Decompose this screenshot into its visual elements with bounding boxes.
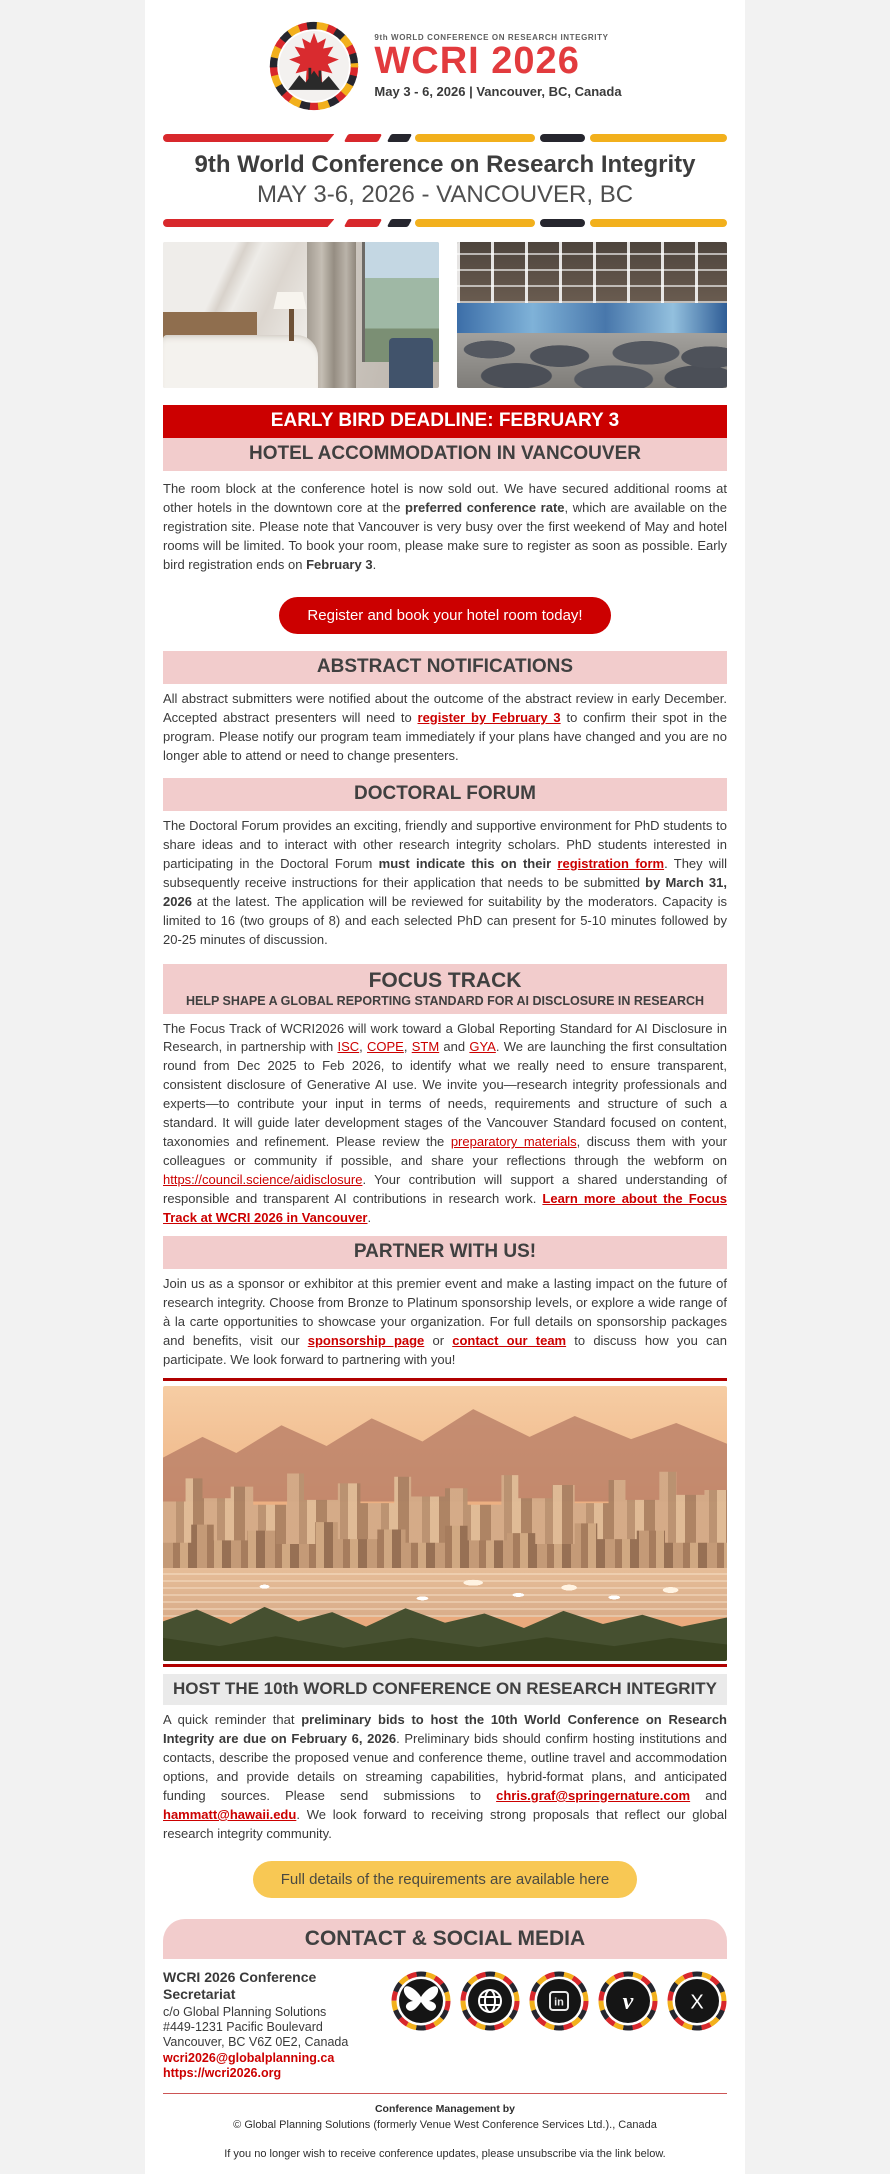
stripe-black-mid: [540, 134, 585, 142]
text-segment: The Doctoral Forum provides an exciting, friendly and supportive environment for PhD students to share ideas and to interact with other research integrity scholars. PhD students interested in participating in the Doctoral Forum: [163, 817, 727, 871]
photo-detail: [289, 309, 295, 341]
text-segment: to confirm their spot in the program. Please notify our program team immediately if your plans have changed and you are no longer able to attend or need to change presenters.: [163, 709, 727, 763]
text-segment: .: [372, 556, 377, 572]
text-segment: . Your contribution will support a shared understanding of responsible and transparent AI contributions in research work.: [163, 1172, 727, 1207]
focus-subtitle: HELP SHAPE A GLOBAL REPORTING STANDARD FOR AI DISCLOSURE IN RESEARCH: [185, 993, 705, 1008]
register-by-february-link[interactable]: register by February 3: [417, 709, 561, 725]
photo-detail: [457, 333, 727, 388]
focus-title: FOCUS TRACK: [368, 968, 522, 992]
photo-detail: [389, 338, 433, 388]
stripe-red-short: [344, 219, 383, 227]
focus-paragraph: [163, 1020, 727, 1229]
stripe-yellow-end: [590, 219, 727, 227]
contact-line: #449-1231 Pacific Boulevard: [163, 2020, 323, 2035]
unsubscribe-note: If you no longer wish to receive conference updates, please unsubscribe via the link below.: [224, 2148, 666, 2161]
stm-link[interactable]: STM: [411, 1039, 440, 1055]
text-segment: preliminary bids to host the 10th World Conference on Research Integrity are due on February 6, 2026: [163, 1712, 727, 1746]
text-segment: , which are available on the registration site. Please note that Vancouver is very busy over the first weekend of May and hotel rooms will be limited. To book your room, please make sure to register as soon as possible. Early bird registration ends on: [163, 499, 727, 572]
text-segment: The Focus Track of WCRI2026 will work toward a Global Reporting Standard for AI Disclosure in Research, in partnership with: [163, 1020, 727, 1055]
text-segment: ,: [359, 1039, 368, 1055]
hammatt-email-link[interactable]: hammatt@hawaii.edu: [163, 1806, 297, 1822]
photo-detail: [163, 335, 318, 388]
photo-detail: [163, 1386, 727, 1502]
early-bird-banner: EARLY BIRD DEADLINE: FEBRUARY 3: [163, 405, 727, 438]
text-segment: and: [690, 1787, 727, 1803]
partner-paragraph: [163, 1275, 727, 1370]
logo-text-block: [374, 33, 621, 99]
divider-stripes: [163, 134, 727, 142]
hotel-paragraph: [163, 480, 727, 575]
text-segment: and: [439, 1039, 470, 1055]
logo-dateline: May 3 - 6, 2026 | Vancouver, BC, Canada: [374, 83, 622, 99]
text-segment: .: [367, 1210, 372, 1226]
text-segment: or: [424, 1333, 453, 1349]
stripe-black-short: [387, 134, 412, 142]
ballroom-photo: [457, 242, 727, 388]
text-segment: to discuss how you can participate. We look forward to partnering with you!: [163, 1333, 727, 1368]
secretariat-name: WCRI 2026 Conference Secretariat: [163, 1968, 317, 2002]
photo-detail: [163, 1568, 727, 1618]
text-segment: . They will subsequently receive instructions for their application that needs to be submitted: [163, 855, 727, 890]
photo-detail: [457, 303, 727, 332]
text-segment: by March 31, 2026: [163, 874, 727, 909]
gya-link[interactable]: GYA: [469, 1039, 496, 1055]
text-segment: A quick reminder that: [163, 1712, 302, 1727]
photo-detail: [163, 312, 257, 338]
stripe-black-mid: [540, 219, 585, 227]
email-content: [145, 0, 745, 2174]
preparatory-materials-link[interactable]: preparatory materials: [450, 1134, 577, 1150]
chris-graf-email-link[interactable]: chris.graf@springernature.com: [496, 1787, 691, 1803]
stripe-yellow-long: [415, 134, 535, 142]
contact-info: [163, 1969, 391, 2081]
contact-our-team-link[interactable]: contact our team: [452, 1333, 567, 1349]
doctoral-paragraph: [163, 817, 727, 950]
text-segment: , discuss them with your colleagues or community if possible, and share your reflections through the webform on: [163, 1134, 728, 1169]
text-segment: All abstract submitters were notified about the outcome of the abstract review in early December. Accepted abstract presenters will need to: [163, 690, 727, 725]
svg-text:in: in: [554, 1996, 564, 2009]
contact-heading: CONTACT & SOCIAL MEDIA: [163, 1919, 727, 1959]
social-x-twitter-icon[interactable]: [667, 1971, 727, 2031]
email-footer: [145, 2103, 745, 2160]
isc-link[interactable]: ISC: [337, 1039, 360, 1055]
vancouver-skyline-photo: [163, 1386, 727, 1661]
copyright-line: © Global Planning Solutions (formerly Venue West Conference Services Ltd.)., Canada: [233, 2119, 657, 2132]
text-segment: . Preliminary bids should confirm hosting institutions and contacts, describe the proposed venue and conference theme, outline travel and accommodation options, and provide details on streaming capabilities, hybrid-format plans, and anticipated funding sources. Please send submissions to: [163, 1730, 728, 1803]
page-title: 9th World Conference on Research Integrity: [194, 151, 696, 178]
wcri-logo-badge-icon: [268, 20, 360, 112]
venue-photos: [163, 242, 727, 388]
focus-track-learn-more-link[interactable]: Learn more about the Focus Track at WCRI 2026 in Vancouver: [163, 1191, 727, 1226]
text-segment: . We are launching the first consultation round from Dec 2025 to Feb 2026, to identify what we really need to ensure transparent, consistent disclosure of Generative AI use. We invite you—research integrity professionals and experts—to contribute your input in terms of needs, requirements and structure of such a standard. It will guide later development stages of the Vancouver Standard focused on content, taxonomies and refinement. Please review the: [163, 1039, 727, 1150]
cope-link[interactable]: COPE: [367, 1039, 404, 1055]
full-details-button[interactable]: Full details of the requirements are available here: [253, 1861, 638, 1898]
stripe-red-long: [163, 219, 334, 227]
partner-heading: PARTNER WITH US!: [163, 1236, 727, 1269]
focus-heading: [163, 964, 727, 1014]
text-segment: must indicate this on their: [378, 855, 558, 871]
page-subtitle: MAY 3-6, 2026 - VANCOUVER, BC: [256, 181, 634, 208]
text-segment: . We look forward to receiving strong proposals that reflect our global research integrity community.: [163, 1806, 727, 1841]
photo-detail: [457, 242, 727, 303]
stripe-yellow-long: [415, 219, 535, 227]
social-linkedin-icon[interactable]: [529, 1971, 589, 2031]
svg-text:v: v: [622, 1988, 634, 2015]
host-paragraph: [163, 1711, 727, 1844]
contact-line: c/o Global Planning Solutions: [163, 2004, 327, 2019]
sponsorship-page-link[interactable]: sponsorship page: [307, 1333, 425, 1349]
conference-website-link[interactable]: https://wcri2026.org: [163, 2065, 282, 2080]
registration-form-link[interactable]: registration form: [557, 855, 665, 871]
hotel-heading: HOTEL ACCOMMODATION IN VANCOUVER: [163, 438, 727, 471]
stripe-red-short: [344, 134, 383, 142]
aidisclosure-webform-link[interactable]: https://council.science/aidisclosure: [163, 1172, 363, 1188]
photo-detail: [273, 292, 306, 310]
hotel-room-photo: [163, 242, 439, 388]
social-vimeo-icon[interactable]: [598, 1971, 658, 2031]
text-segment: The room block at the conference hotel is now sold out. We have secured additional rooms at other hotels in the downtown core at the: [163, 481, 727, 515]
social-bluesky-icon[interactable]: [391, 1971, 451, 2031]
footer-divider: [163, 2093, 727, 2094]
text-segment: at the latest. The application will be reviewed for suitability by the moderators. Capacity is limited to 16 (two groups of 8) and each selected PhD can present for 5-10 minutes followed by 20-25 minutes of discussion.: [163, 893, 727, 947]
stripe-red-long: [163, 134, 334, 142]
management-label: Conference Management by: [374, 2103, 516, 2116]
doctoral-heading: DOCTORAL FORUM: [163, 778, 727, 811]
red-divider: [163, 1378, 727, 1381]
text-segment: Join us as a sponsor or exhibitor at this premier event and make a lasting impact on the future of research integrity. Choose from Bronze to Platinum sponsorship levels, or explore a wide range of à la carte opportunities to showcase your organization. For full details on sponsorship packages and benefits, visit our: [163, 1276, 727, 1349]
text-segment: February 3: [306, 556, 373, 572]
contact-email-link[interactable]: wcri2026@globalplanning.ca: [163, 2050, 335, 2065]
stripe-yellow-end: [590, 134, 727, 142]
host-heading: HOST THE 10th WORLD CONFERENCE ON RESEARCH INTEGRITY: [163, 1674, 727, 1705]
conference-logo: [145, 0, 745, 112]
abstract-paragraph: [163, 690, 727, 766]
abstract-heading: ABSTRACT NOTIFICATIONS: [163, 651, 727, 684]
social-website-globe-icon[interactable]: [460, 1971, 520, 2031]
svg-text:X: X: [690, 1991, 704, 2014]
logo-tagline: 9th WORLD CONFERENCE ON RESEARCH INTEGRITY: [374, 33, 609, 43]
stripe-black-short: [387, 219, 412, 227]
divider-stripes: [163, 219, 727, 227]
text-segment: ,: [403, 1039, 412, 1055]
red-divider: [163, 1664, 727, 1667]
text-segment: preferred conference rate: [405, 499, 565, 515]
contact-line: Vancouver, BC V6Z 0E2, Canada: [163, 2035, 349, 2050]
logo-brand: WCRI 2026: [374, 40, 580, 83]
contact-section: [163, 1969, 727, 2081]
register-button[interactable]: Register and book your hotel room today!: [279, 597, 610, 634]
